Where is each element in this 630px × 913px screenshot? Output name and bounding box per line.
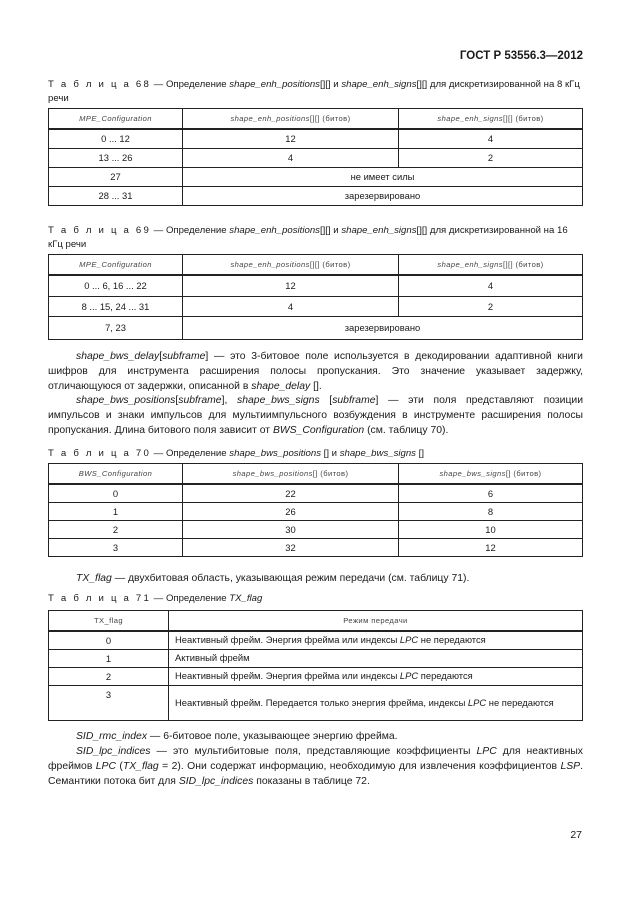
cell: 4 [183, 148, 399, 167]
text-segment: [ [175, 395, 179, 406]
table-70 [48, 463, 583, 557]
table-71 [48, 610, 583, 721]
text-segment: . Семантики потока бит для [48, 761, 583, 787]
header-cell [183, 464, 399, 485]
table-header-row [49, 255, 583, 276]
text-segment: shape_bws_signs [439, 469, 506, 478]
table-row [49, 129, 583, 148]
table-row [49, 275, 583, 296]
text-segment: Активный фрейм [175, 652, 250, 663]
text-segment: — 6-битовое поле, указывающее энергию фрейма. [147, 731, 398, 742]
text-segment: (см. таблицу 70). [364, 425, 449, 436]
table-row [49, 167, 583, 186]
table-row [49, 685, 583, 720]
cell: 3 [49, 538, 183, 556]
header-cell [169, 611, 583, 632]
cell: 2 [399, 148, 583, 167]
cell [169, 631, 583, 649]
text-segment: [][] и [319, 79, 342, 90]
text-segment: subframe [332, 395, 376, 406]
text-segment: LSP [560, 761, 581, 772]
cell: 0 [49, 631, 169, 649]
text-segment: LPC [95, 761, 116, 772]
text-segment: TX_flag [94, 616, 123, 625]
cell: 27 [49, 167, 183, 186]
text-segment: [][] (битов) [502, 114, 544, 123]
text-segment: [][] и [319, 225, 342, 236]
text-segment: не передаются [486, 696, 554, 708]
cell: 13 ... 26 [49, 148, 183, 167]
cell [169, 667, 583, 685]
text-segment: Неактивный фрейм. Энергия фрейма или индексы [175, 670, 400, 681]
paragraph-sid-rmc-index [48, 729, 583, 744]
text-segment: shape_bws_delay [76, 351, 160, 362]
header-cell [49, 255, 183, 276]
text-segment: показаны в таблице 72. [253, 776, 370, 787]
header-cell [399, 109, 583, 130]
text-segment: [ [159, 351, 163, 362]
text-segment: — Определение [151, 593, 230, 604]
table-row [49, 502, 583, 520]
table-row [49, 667, 583, 685]
cell: 3 [49, 685, 169, 720]
header-cell [399, 255, 583, 276]
cell: зарезервировано [183, 186, 583, 205]
text-segment: TX_flag [76, 573, 112, 584]
table-row [49, 148, 583, 167]
text-segment: Режим передачи [343, 616, 408, 625]
text-segment: shape_bws_positions [232, 469, 313, 478]
text-segment: [ [319, 395, 333, 406]
table-header-row [49, 109, 583, 130]
cell: 32 [183, 538, 399, 556]
text-segment: [][] (битов) [502, 260, 544, 269]
cell: 26 [183, 502, 399, 520]
cell: 4 [399, 129, 583, 148]
table-68-caption [48, 78, 583, 106]
text-segment: [][] (битов) [309, 114, 351, 123]
caption-prefix: Т а б л и ц а 68 [48, 79, 152, 90]
table-row [49, 316, 583, 339]
text-segment: LPC [399, 670, 419, 681]
cell: 8 [399, 502, 583, 520]
text-segment: shape_enh_positions [229, 225, 320, 236]
text-segment: shape_delay [251, 381, 311, 392]
text-segment: Неактивный фрейм. Энергия фрейма или индексы [175, 634, 400, 646]
table-row [49, 649, 583, 667]
table-69 [48, 254, 583, 340]
cell: 0 [49, 484, 183, 502]
cell: 2 [399, 296, 583, 316]
text-segment: [][] для дискретизированной на 16 кГц речи [48, 225, 568, 250]
text-segment: shape_enh_positions [230, 114, 310, 123]
text-segment: Неактивный фрейм. Передается только энергия фрейма, индексы [175, 696, 468, 708]
cell [169, 685, 583, 720]
text-segment: shape_bws_positions [76, 395, 176, 406]
header-cell [49, 464, 183, 485]
text-segment: для неактивных фреймов [48, 746, 583, 772]
text-segment: — Определение [151, 448, 230, 459]
cell: 4 [399, 275, 583, 296]
text-segment: передаются [418, 670, 473, 681]
cell: 2 [49, 520, 183, 538]
text-segment: shape_bws_positions [229, 448, 322, 459]
text-segment: shape_enh_signs [341, 225, 417, 236]
text-segment: shape_enh_signs [341, 79, 417, 90]
cell: не имеет силы [183, 167, 583, 186]
table-header-row [49, 611, 583, 632]
text-segment: LPC [399, 634, 419, 646]
text-segment: BWS_Configuration [78, 469, 153, 478]
text-segment: MPE_Configuration [79, 260, 152, 269]
table-row [49, 520, 583, 538]
header-cell [183, 109, 399, 130]
text-segment: shape_enh_signs [437, 260, 503, 269]
table-68 [48, 108, 583, 206]
text-segment: — это мультибитовые поля, представляющие коэффициенты [150, 746, 477, 757]
header-cell [49, 611, 169, 632]
cell: зарезервировано [183, 316, 583, 339]
text-segment: ( [116, 761, 123, 772]
text-segment: — Определение [151, 225, 230, 236]
text-segment: [][] (битов) [309, 260, 351, 269]
cell: 4 [183, 296, 399, 316]
text-segment: shape_enh_positions [229, 79, 320, 90]
cell: 7, 23 [49, 316, 183, 339]
cell [169, 649, 583, 667]
text-segment: — двухбитовая область, указывающая режим передачи (см. таблицу 71). [111, 573, 470, 584]
text-segment: shape_bws_signs [339, 448, 416, 459]
text-segment: ] — эти поля представляют позиции импульсов и знаки импульсов для мультиимпульсного возбуждения в инструменте расширения полосы пропускания. Длина битового поля зависит от [48, 395, 583, 436]
text-segment: [] и [321, 448, 340, 459]
cell: 28 ... 31 [49, 186, 183, 205]
text-segment: = 2). Они содержат информацию, необходимую для извлечения коэффициентов [158, 761, 561, 772]
cell: 12 [183, 275, 399, 296]
caption-prefix: Т а б л и ц а 70 [48, 448, 152, 459]
header-cell [399, 464, 583, 485]
text-segment: SID_rmc_index [76, 731, 148, 742]
table-70-caption [48, 447, 583, 461]
cell: 2 [49, 667, 169, 685]
text-segment: SID_lpc_indices [178, 776, 254, 787]
cell: 6 [399, 484, 583, 502]
text-segment: subframe [178, 395, 222, 406]
text-segment: SID_lpc_indices [76, 746, 151, 757]
header-cell [49, 109, 183, 130]
cell: 12 [399, 538, 583, 556]
text-segment: []. [310, 381, 322, 392]
cell: 12 [183, 129, 399, 148]
paragraph-tx-flag [48, 571, 583, 586]
table-row [49, 631, 583, 649]
text-segment: [] (битов) [505, 469, 542, 478]
cell: 1 [49, 649, 169, 667]
text-segment: [][] для дискретизированной на 8 кГц речи [48, 79, 580, 104]
cell: 10 [399, 520, 583, 538]
text-segment: ] — это 3-битовое поле используется в декодировании адаптивной книги шифров для инструмента расширения полосы пропускания. Это значение указывает задержку, отличающуюся от задержки, описанной в [48, 351, 583, 392]
cell: 30 [183, 520, 399, 538]
caption-prefix: Т а б л и ц а 69 [48, 225, 152, 236]
document-standard-header: ГОСТ Р 53556.3—2012 [459, 50, 583, 62]
text-segment: shape_enh_signs [437, 114, 503, 123]
text-segment: shape_enh_positions [230, 260, 310, 269]
cell: 1 [49, 502, 183, 520]
text-segment: ], [221, 395, 238, 406]
text-segment: MPE_Configuration [79, 114, 152, 123]
paragraph-sid-lpc-indices [48, 744, 583, 789]
text-segment: TX_flag [229, 593, 263, 604]
paragraph-shape-bws-delay [48, 349, 583, 394]
cell: 22 [183, 484, 399, 502]
paragraph-shape-bws-positions [48, 393, 583, 438]
table-row [49, 538, 583, 556]
cell: 8 ... 15, 24 ... 31 [49, 296, 183, 316]
text-segment: subframe [162, 351, 206, 362]
text-segment: BWS_Configuration [272, 425, 365, 436]
text-segment: — Определение [151, 79, 230, 90]
caption-prefix: Т а б л и ц а 71 [48, 593, 152, 604]
table-69-caption [48, 224, 583, 252]
text-segment: LPC [476, 746, 497, 757]
text-segment: [] [415, 448, 424, 459]
text-segment: не передаются [418, 634, 486, 646]
cell: 0 ... 12 [49, 129, 183, 148]
table-row [49, 296, 583, 316]
text-segment: shape_bws_signs [237, 395, 320, 406]
table-row [49, 484, 583, 502]
text-segment: [] (битов) [312, 469, 349, 478]
text-segment: LPC [467, 696, 487, 708]
header-cell [183, 255, 399, 276]
table-header-row [49, 464, 583, 485]
table-71-caption [48, 592, 583, 606]
table-row [49, 186, 583, 205]
page-number: 27 [570, 829, 582, 841]
text-segment: TX_flag [122, 761, 159, 772]
cell: 0 ... 6, 16 ... 22 [49, 275, 183, 296]
